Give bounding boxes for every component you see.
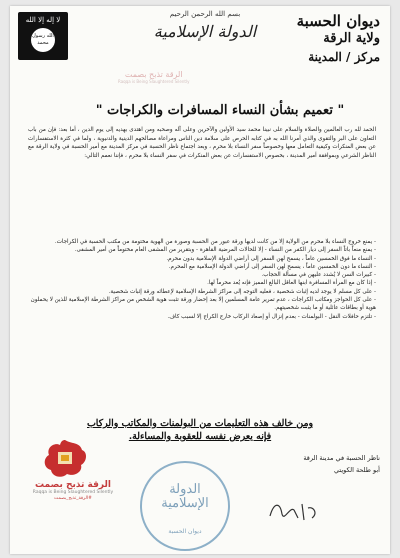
watermark-top — [118, 70, 189, 84]
rule-item: - النساء ما دون الخمسين عاماً ، يسمح لهن السفر إلى أراضي الدولة الإسلامية مع المحرم. — [28, 263, 376, 271]
office-line-2: ولاية الرقة — [323, 31, 380, 46]
office-line-3: مركز / المدينة — [308, 50, 380, 64]
office-line-1: ديوان الحسبة — [296, 12, 380, 30]
rule-item: - النساء ما فوق الخمسين عاماً ، يسمح لهن السفر إلى أراضي الدولة الإسلامية بدون محرم. — [28, 255, 376, 263]
document-title: " تعميم بشأن النساء المسافرات والكراجات " — [95, 103, 345, 118]
stamp-line-2: الإسلامية — [161, 496, 209, 511]
handwritten-signature — [264, 496, 324, 526]
rule-item: - على كل الحواجز ومكاتب الكراجات ، عدم تمرير عامة المسلمين إلا بعد إحضار ورقة تثبت هوية الشخص من مراكز الشرطة الإسلامية للذين لا يحملون هوية أو بطاقات عائلية أو ما يثبت شخصيتهم. — [28, 296, 376, 313]
rule-item: - على كل مسلم لا يوجد لديه إثبات شخصية ، فعليه التوجه إلى مراكز الشرطة الإسلامية لإعطائه ورقة إثبات شخصية. — [28, 288, 376, 296]
black-flag-logo — [18, 12, 68, 60]
watermark-top-english: Raqqa is Being Slaughtered Silently — [118, 79, 190, 84]
closing-line-1: ومن خالف هذه التعليمات من البولمنات والمكاتب والركاب — [86, 418, 313, 429]
signer-block — [240, 452, 380, 476]
signer-title: ناظر الحسبة في مدينة الرقة — [303, 454, 380, 462]
rule-item: - يمنع منعاً باتاً السفر إلى ديار الكفر من النساء - إلا للحالات المرضية القاهرة - وبتقرير من المشفى العام مختوماً من أمير المشفى. — [28, 246, 376, 254]
official-stamp — [140, 461, 230, 551]
watermark-bottom — [28, 480, 118, 501]
state-logo-text: الدولة الإسلامية — [153, 22, 257, 41]
rule-item: - إذا كان مع المرأة المسافرة ابنها العاقل البالغ المميز فإنه يُعد محرماً لها. — [28, 279, 376, 287]
signer-name: أبو طلحة الكويتي — [333, 466, 380, 474]
flag-seal: الله رسول محمد — [31, 28, 55, 52]
stamp-bottom-text: ديوان الحسبة — [168, 528, 202, 535]
watermark-bottom-english: Raqqa is Being Slaughtered Silently — [32, 490, 114, 495]
intro-text: الحمد لله رب العالمين والصلاة والسلام على نبينا محمد سيد الأولين والآخرين وعلى آله وصحبه ومن اهتدى بهديه إلى يوم الدين ، أما بعد: فإن من باب التعاون على البر والتقوى والذي أمرنا الله به في كتابه الحرص على سلامة دين الناس ومراعاة مصالحهم الدينية والدنيوية ، ولما في كثرة الاستفسارات عن بعض المنكرات وكيفية التعامل معها وخصوصاً سفر النساء بلا محرم ، وبعد اجتماع ناظر الحسبة في مركز المدينة مع أمير الحسبة في ولاية الرقة مع الناظر الشرعي وبموافقة أمير المدينة ، بخصوص الاستفسارات عن بعض المنكرات في سفر النساء بلا محرم ، فإننا نعمم التالي: — [28, 127, 376, 159]
basmala: بسم الله الرحمن الرحيم — [169, 10, 241, 18]
closing-line-2: فإنه يعرض نفسه للعقوبة والمساءلة. — [128, 431, 272, 442]
flag-text: لا إله إلا الله — [25, 16, 61, 24]
stamp-line-1: الدولة — [169, 482, 201, 497]
watermark-bottom-arabic: الرقة تذبح بصمت — [35, 480, 111, 490]
intro-paragraph — [28, 126, 376, 160]
watermark-top-arabic: الرقة تذبح بصمت — [124, 70, 183, 79]
watermark-bottom-hashtag: #الرقة_تذبح_بصمت — [54, 496, 92, 501]
rule-item: - تلتزم حافلات النقل - البولمنات - بعدم إنزال أو إصعاد الركاب خارج الكراج إلا لسبب كاف. — [28, 313, 376, 321]
rule-item: - كبيرات السن لا يُشدد عليهن في مسألة الحجاب. — [28, 271, 376, 279]
document-page — [10, 6, 390, 554]
rules-list — [28, 238, 376, 321]
rule-item: - يمنع خروج النساء بلا محرم من الولاية إلا من كانت لديها ورقة عبور من الحسبة وصورة من الهوية مختومة من مكتب الحسبة في الكراجات. — [28, 238, 376, 246]
stamp-title — [142, 483, 228, 511]
blood-splash-icon — [40, 436, 90, 480]
office-header — [260, 12, 380, 66]
